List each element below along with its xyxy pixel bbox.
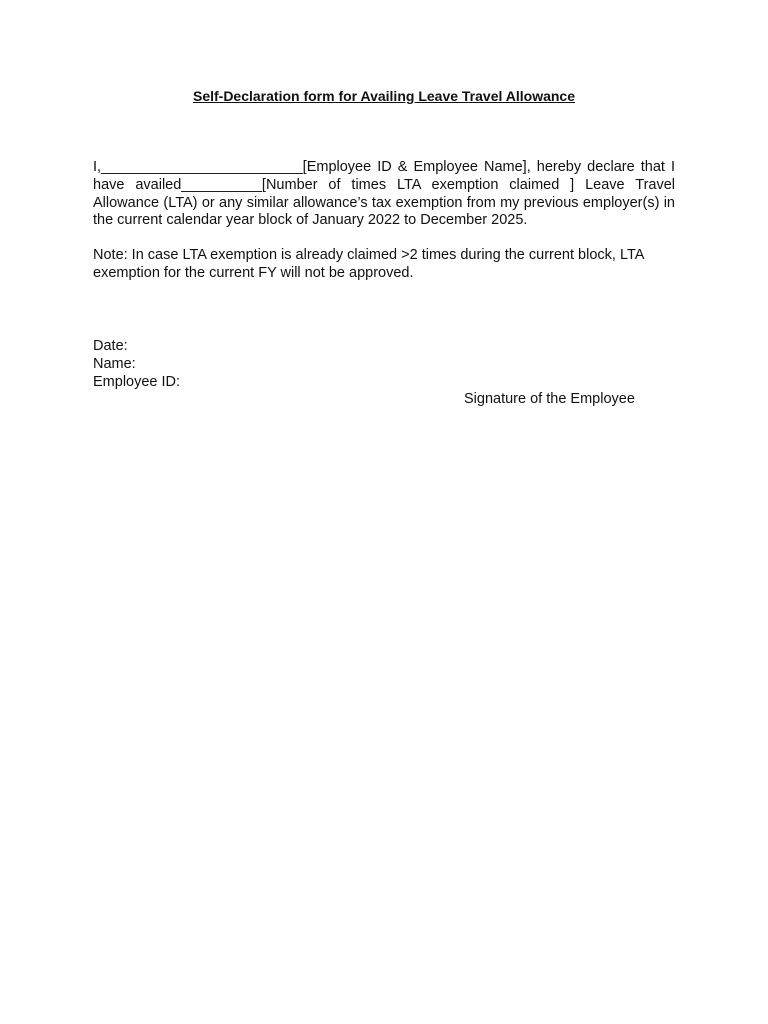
declaration-paragraph: I,_________________________[Employee ID & Employee Name], hereby declare that I have availed__________[Number of times LTA exemption claimed ] Leave Travel Allowance (LTA) or any similar allowance’s tax exemption from my previous employer(s) in the current calendar year block of January 2022 to December 2025. [93,159,675,229]
signature-label: Signature of the Employee [464,391,635,407]
employee-id-label: Employee ID: [93,374,181,390]
name-label: Name: [93,356,136,372]
form-title: Self-Declaration form for Availing Leave Travel Allowance [192,88,575,104]
note-paragraph: Note: In case LTA exemption is already claimed >2 times during the current block, LTA exemption for the current FY will not be approved. [93,247,644,281]
date-label: Date: [93,338,128,354]
